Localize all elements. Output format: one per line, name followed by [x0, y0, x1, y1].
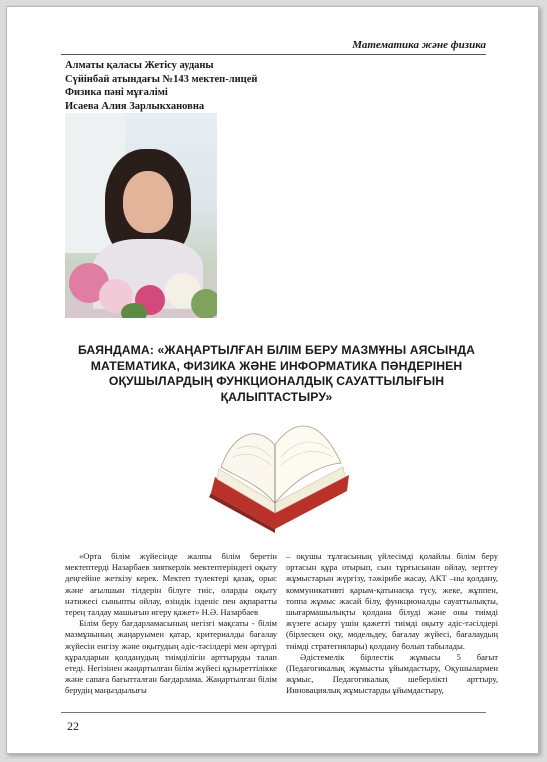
author-school: Сүйінбай атындағы №143 мектеп-лицей	[65, 73, 258, 85]
page-number: 22	[67, 719, 79, 733]
author-name: Исаева Алия Зарлыкхановна	[65, 100, 205, 112]
body-paragraph: – оқушы тұлғасының үйлесімді қолайлы білім беру ортасын құра отырып, сын тұрғысынан ойлау, зерттеу жұмыстарын жүргізу, тәжірибе жасау, АКТ –ны қолдану, коммуникативті қарым-қатынасқа түсу, жеке, жұппен, топпа жұмыс жасай білу, функционалды сауаттылықты, шығармашылықты қолдана білуді және оны тиімді жүзеге асыру үшін қажетті тиімді оқыту әдіс-тәсілдері (бірлескен оқу, модельдеу, бағалау жүйесі, бағалаудың тиімді стратегиялары) қолдану болып табылады.	[286, 551, 498, 651]
running-head: Математика және физика	[352, 39, 486, 51]
photo-flower	[121, 303, 147, 318]
open-book-illustration	[197, 405, 353, 533]
author-position: Физика пәні мұғалімі	[65, 87, 168, 98]
photo-face	[123, 171, 173, 233]
article-title: БАЯНДАМА: «ЖАҢАРТЫЛҒАН БІЛІМ БЕРУ МАЗМҰНЫ АЯСЫНДА МАТЕМАТИКА, ФИЗИКА ЖӘНЕ ИНФОРМАТИКА ПӘНДЕРІНЕН ОҚУШЫЛАРДЫҢ ФУНКЦИОНАЛДЫҚ САУАТТЫЛЫҒЫН ҚАЛЫПТАСТЫРУ»	[77, 343, 476, 404]
header-rule	[61, 54, 486, 55]
photo-flower	[191, 289, 217, 318]
body-paragraph: Әдістемелік бірлестік жұмысы 5 бағыт (Педагогикалық жұмысты ұйымдастыру, Оқушылармен жұмыс, Педагогикалық шеберлікті арттыру, Инновациялық жұмыстарды ұйымдастыру,	[286, 651, 498, 696]
author-city: Алматы қаласы Жетісу ауданы	[65, 60, 214, 71]
footer-rule	[61, 712, 486, 713]
author-block	[65, 59, 257, 113]
author-portrait-photo	[65, 113, 217, 318]
body-paragraph: «Орта білім жүйесінде жалпы білім беретін мектептерді Назарбаев зияткерлік мектептеріндегі оқыту деңгейіне жеткізу керек. Мектеп түлектері қазақ, орыс және ағылшын тілдерін білуге тиіс, оларды оқыту нәтижесі сыныпты ойлау, өзіндік ізденіс пен ақпаратты терең талдау машығын игеру қажет» Н.Ә. Назарбаев	[65, 551, 277, 618]
document-page	[6, 6, 539, 754]
body-column-left	[65, 551, 277, 697]
body-paragraph: Білім беру бағдарламасының негізгі мақсаты - білім мазмұнының жаңаруымен қатар, критериалды бағалау жүйесін енгізу және оқытудың әдіс-тәсілдері мен әртүрлі құралдарын қолданудың тиімділігін арттыруды талап етеді. Негізінен жаңартылған білім жүйесі құзыреттілікке және сапаға бағытталған бағдарлама. Жаңартылған білім берудің маңыздылығы	[65, 618, 277, 696]
body-column-right	[286, 551, 498, 697]
